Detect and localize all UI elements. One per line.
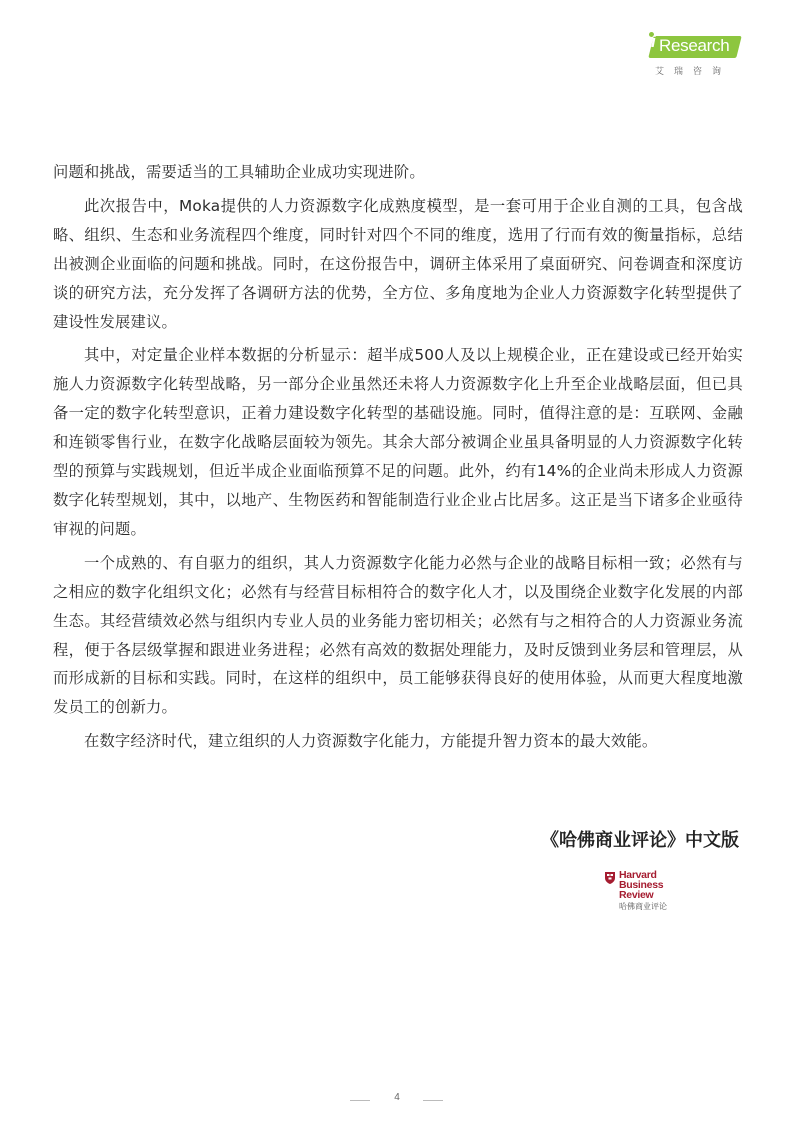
paragraph-quantitative-findings: 其中，对定量企业样本数据的分析显示：超半成500人及以上规模企业，正在建设或已经开始实施人力资源数字化转型战略，另一部分企业虽然还未将人力资源数字化上升至企业战略层面，但已具备一定的数字化转型意识，正着力建设数字化转型的基础设施。同时，值得注意的是：互联网、金融和连锁零售行业，在数字化战略层面较为领先。其余大部分被调企业虽具备明显的人力资源数字化转型的预算与实践规划，但近半成企业面临预算不足的问题。此外，约有14%的企业尚未形成人力资源数字化转型规划，其中，以地产、生物医药和智能制造行业企业占比居多。这正是当下诸多企业亟待审视的问题。 bbox=[53, 346, 743, 538]
hbr-line-3: Review bbox=[619, 889, 654, 901]
paragraph-continuation: 问题和挑战，需要适当的工具辅助企业成功实现进阶。 bbox=[53, 163, 425, 181]
signature: 《哈佛商业评论》中文版 bbox=[541, 830, 739, 851]
paragraph-conclusion: 在数字经济时代，建立组织的人力资源数字化能力，方能提升智力资本的最大效能。 bbox=[84, 732, 658, 751]
logo-wordmark: Research bbox=[659, 36, 730, 55]
hbr-shield-icon bbox=[604, 871, 616, 885]
hbr-line-1: Harvard bbox=[619, 869, 657, 881]
iresearch-logo bbox=[649, 30, 741, 80]
hbr-line-2: Business bbox=[619, 879, 664, 891]
hbr-logo bbox=[604, 870, 684, 912]
page-number: 4 bbox=[394, 1092, 400, 1103]
logo-chinese-name: 艾瑞咨询 bbox=[655, 67, 732, 77]
footer-rule-left bbox=[350, 1100, 370, 1101]
paragraph-mature-organization: 一个成熟的、有自驱力的组织，其人力资源数字化能力必然与企业的战略目标相一致；必然有与之相应的数字化组织文化；必然有与经营目标相符合的数字化人才，以及围绕企业数字化发展的内部生态。其经营绩效必然与组织内专业人员的业务能力密切相关；必然有与之相符合的人力资源业务流程，便于各层级掌握和跟进业务进程；必然有高效的数据处理能力，及时反馈到业务层和管理层，从而形成新的目标和实践。同时，在这样的组织中，员工能够获得良好的使用体验，从而更大程度地激发员工的创新力。 bbox=[53, 553, 743, 717]
logo-i: i bbox=[651, 32, 656, 51]
paragraph-moka-model: 此次报告中，Moka提供的人力资源数字化成熟度模型，是一套可用于企业自测的工具，包含战略、组织、生态和业务流程四个维度，同时针对四个不同的维度，选用了行而有效的衡量指标，总结出被测企业面临的问题和挑战。同时，在这份报告中，调研主体采用了桌面研究、问卷调查和深度访谈的研究方法，充分发挥了各调研方法的优势，全方位、多角度地为企业人力资源数字化转型提供了建设性发展建议。 bbox=[53, 196, 743, 331]
footer-rule-right bbox=[423, 1100, 443, 1101]
page-footer bbox=[0, 1092, 793, 1108]
hbr-chinese-name: 哈佛商业评论 bbox=[619, 902, 667, 911]
body-text bbox=[53, 158, 743, 761]
